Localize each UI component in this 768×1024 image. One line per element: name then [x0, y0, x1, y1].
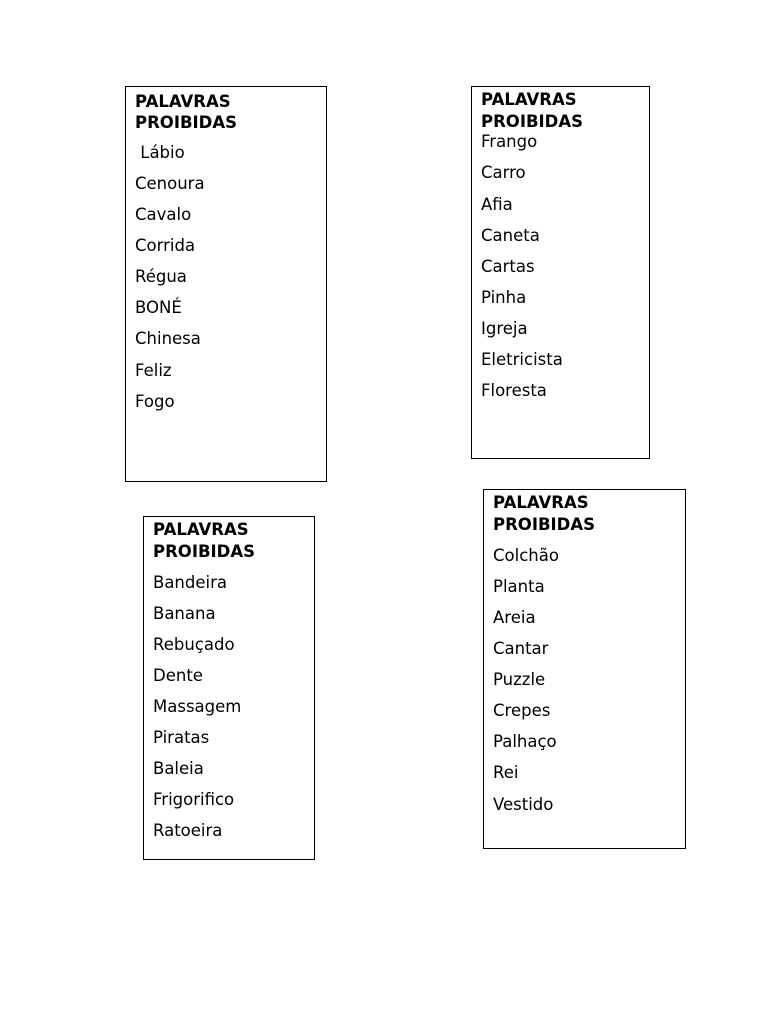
- word-item: Carro: [481, 163, 526, 182]
- word-item: Massagem: [153, 697, 242, 716]
- word-item: Floresta: [481, 381, 547, 400]
- word-item: Crepes: [493, 701, 551, 720]
- forbidden-words-card-4: [483, 489, 686, 849]
- word-item: Colchão: [493, 546, 559, 565]
- card-title-line1: PALAVRAS: [153, 520, 249, 539]
- word-item: Rei: [493, 763, 519, 782]
- word-item: Bandeira: [153, 573, 227, 592]
- word-item: Cavalo: [135, 205, 192, 224]
- word-item: Planta: [493, 577, 545, 596]
- word-item: Banana: [153, 604, 216, 623]
- word-item: Cartas: [481, 257, 535, 276]
- card-title-line1: PALAVRAS: [493, 493, 589, 512]
- word-item: Corrida: [135, 236, 196, 255]
- word-item: Areia: [493, 608, 536, 627]
- word-item: Palhaço: [493, 732, 557, 751]
- card-title-line2: PROIBIDAS: [153, 542, 256, 561]
- word-item: Igreja: [481, 319, 528, 338]
- forbidden-words-card-1: [125, 86, 327, 482]
- word-item: Baleia: [153, 759, 204, 778]
- word-item: Afia: [481, 195, 513, 214]
- word-item: Ratoeira: [153, 821, 223, 840]
- word-item: Vestido: [493, 795, 554, 814]
- word-item: Rebuçado: [153, 635, 235, 654]
- card-title-line2: PROIBIDAS: [481, 112, 584, 131]
- word-item: Dente: [153, 666, 203, 685]
- word-item: Frigorifico: [153, 790, 235, 809]
- card-title-line2: PROIBIDAS: [135, 113, 238, 132]
- word-item: Frango: [481, 132, 538, 151]
- word-item: Fogo: [135, 392, 175, 411]
- word-item: Régua: [135, 267, 187, 286]
- word-item: Chinesa: [135, 329, 201, 348]
- word-item: Piratas: [153, 728, 210, 747]
- word-item: Feliz: [135, 361, 172, 380]
- forbidden-words-card-2: [471, 86, 650, 459]
- word-item: Puzzle: [493, 670, 546, 689]
- card-title-line1: PALAVRAS: [135, 92, 231, 111]
- card-title-line2: PROIBIDAS: [493, 515, 596, 534]
- word-item: Lábio: [135, 143, 185, 162]
- word-item: Eletricista: [481, 350, 563, 369]
- word-item: Cantar: [493, 639, 549, 658]
- card-title-line1: PALAVRAS: [481, 90, 577, 109]
- forbidden-words-card-3: [143, 516, 315, 860]
- word-item: Caneta: [481, 226, 540, 245]
- word-item: BONÉ: [135, 298, 182, 317]
- word-item: Cenoura: [135, 174, 205, 193]
- word-item: Pinha: [481, 288, 527, 307]
